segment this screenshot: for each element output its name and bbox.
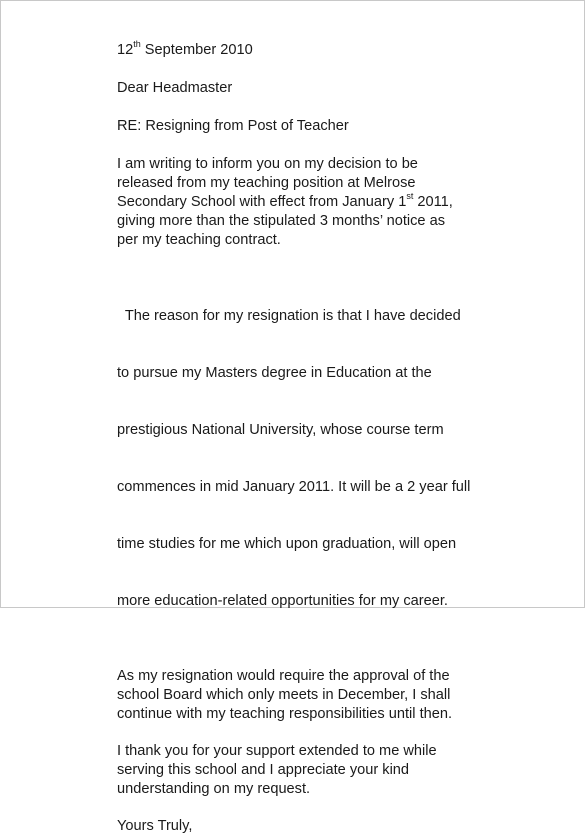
paragraph-line: I thank you for your support extended to me while — [117, 743, 437, 759]
letter-body — [117, 41, 557, 836]
paragraph-line: prestigious National University, whose course term — [117, 422, 444, 438]
date-day: 12 — [117, 42, 134, 58]
paragraph-text: 2011, — [413, 194, 453, 210]
paragraph-line: per my teaching contract. — [117, 232, 281, 248]
ordinal-suffix: st — [406, 191, 414, 202]
salutation: Dear Headmaster — [117, 80, 233, 96]
paragraph-line: commences in mid January 2011. It will be a 2 year full — [117, 479, 471, 495]
date-suffix: th — [133, 39, 141, 50]
subject-line: RE: Resigning from Post of Teacher — [117, 118, 349, 134]
paragraph-line: I am writing to inform you on my decision to be — [117, 156, 418, 172]
paragraph-line: time studies for me which upon graduation, will open — [117, 536, 457, 552]
paragraph-line: more education-related opportunities for my career. — [117, 593, 448, 609]
paragraph-line: The reason for my resignation is that I have decided — [117, 308, 461, 324]
paragraph-line: to pursue my Masters degree in Education at the — [117, 365, 432, 381]
paragraph-text: Secondary School with effect from January 1 — [117, 194, 407, 210]
paragraph-2 — [117, 269, 557, 649]
paragraph-line: serving this school and I appreciate your kind — [117, 762, 410, 778]
closing: Yours Truly, — [117, 818, 193, 834]
paragraph-line: school Board which only meets in December, I shall — [117, 687, 451, 703]
paragraph-line: giving more than the stipulated 3 months’ notice as — [117, 213, 446, 229]
paragraph-line: understanding on my request. — [117, 781, 311, 797]
date-rest: September 2010 — [140, 42, 253, 58]
paragraph-line: As my resignation would require the approval of the — [117, 668, 450, 684]
paragraph-line: released from my teaching position at Melrose — [117, 175, 416, 191]
paragraph-1 — [117, 155, 557, 250]
paragraph-line: continue with my teaching responsibilities until then. — [117, 706, 453, 722]
paragraph-4 — [117, 742, 557, 799]
letter-date — [117, 41, 557, 60]
paragraph-3 — [117, 667, 557, 724]
paragraph-line — [117, 193, 557, 212]
